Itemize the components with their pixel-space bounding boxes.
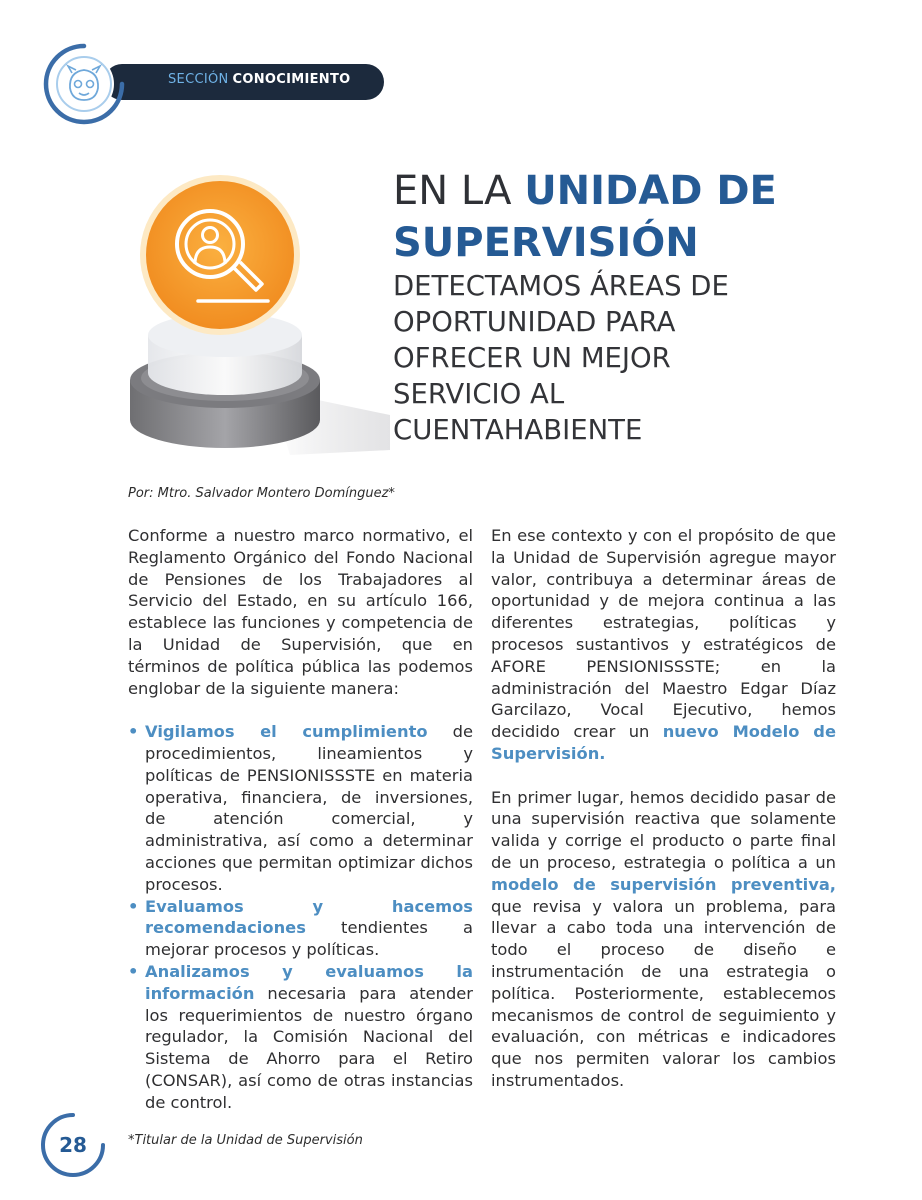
subtitle-line-2: OPORTUNIDAD PARA: [393, 306, 676, 338]
bullet-text: de procedimientos, lineamientos y políticas de PENSIONISSSTE en materia operativa, financiera, de inversiones, de atención comercial, y administrativa, así como a determinar acciones que permitan optimizar dichos procesos.: [145, 722, 474, 894]
section-badge: [42, 42, 351, 126]
paragraph-context: [491, 525, 836, 765]
paragraph-bold: modelo de supervisión preventiva,: [491, 874, 836, 894]
paragraph-text: En ese contexto y con el propósito de que la Unidad de Supervisión agregue mayor valor, contribuya a determinar áreas de oportunidad y de mejora continua a las diferentes estrategias, políticas y procesos sustantivos y estratégicos de AFORE PENSIONISSSTE; en la administración del Maestro Edgar Díaz Garcilazo, Vocal Ejecutivo, hemos decidido crear un: [491, 526, 836, 742]
right-column: [491, 525, 836, 1092]
subtitle-line-5: CUENTAHABIENTE: [393, 414, 643, 446]
bullet-bold: Vigilamos el cumplimiento: [145, 722, 428, 742]
subtitle-line-4: SERVICIO AL: [393, 378, 565, 410]
bullet-dot-icon: •: [128, 722, 139, 742]
byline: Por: Mtro. Salvador Montero Domínguez*: [128, 486, 395, 501]
paragraph-model: [491, 787, 836, 1092]
footnote: *Titular de la Unidad de Supervisión: [128, 1133, 363, 1148]
bullet-text: necesaria para atender los requerimientos de nuestro órgano regulador, la Comisión Nacional del Sistema de Ahorro para el Retiro (CONSAR), así como de otras instancias de control.: [145, 983, 473, 1112]
magnifier-person-icon: [120, 175, 390, 465]
title-prefix: EN LA: [393, 168, 525, 214]
bullet-text: tendientes a mejorar procesos y políticas.: [145, 918, 473, 960]
bullet-dot-icon: •: [128, 896, 139, 916]
paragraph-text: En primer lugar, hemos decidido pasar de una supervisión reactiva que solamente valida y corrige el producto o parte final de un proceso, estrategia o política a un: [491, 787, 836, 872]
title-main: [393, 165, 893, 269]
mascot-icon: [42, 42, 126, 126]
bullet-dot-icon: •: [128, 961, 139, 981]
intro-paragraph: Conforme a nuestro marco normativo, el Reglamento Orgánico del Fondo Nacional de Pensiones de los Trabajadores al Servicio del Estado, en su artículo 166, establece las funciones y competencia de la Unidad de Supervisión, que en términos de política pública las podemos englobar de la siguiente manera:: [128, 526, 473, 698]
title-accent: UNIDAD DE SUPERVISIÓN: [393, 168, 777, 266]
bullet-bold: Analizamos y evaluamos la información: [145, 961, 473, 1003]
paragraph-bold: nuevo Modelo de Supervisión.: [491, 722, 836, 763]
bullet-list: [128, 721, 473, 1113]
subtitle-line-1: DETECTAMOS ÁREAS DE: [393, 270, 729, 302]
bullet-bold: Evaluamos y hacemos recomendaciones: [145, 896, 473, 938]
bullet-item: [128, 721, 473, 895]
page-number-badge: [40, 1112, 106, 1178]
bullet-item: [128, 896, 473, 961]
section-name: CONOCIMIENTO: [232, 72, 351, 87]
subtitle-line-3: OFRECER UN MEJOR: [393, 342, 671, 374]
paragraph-text: que revisa y valora un problema, para llevar a cabo toda una intervención de todo el proceso de diseño e instrumentación de una estrategia o política. Posteriormente, establecemos mecanismos de control de seguimiento y evaluación, con métricas e indicadores que nos permiten valorar los cambios instrumentados.: [491, 896, 836, 1090]
page-number: 28: [59, 1133, 87, 1157]
section-word: SECCIÓN: [168, 72, 229, 87]
bullet-item: [128, 961, 473, 1114]
article-title: [393, 165, 893, 449]
left-column: [128, 525, 473, 1114]
section-label: [168, 72, 350, 87]
